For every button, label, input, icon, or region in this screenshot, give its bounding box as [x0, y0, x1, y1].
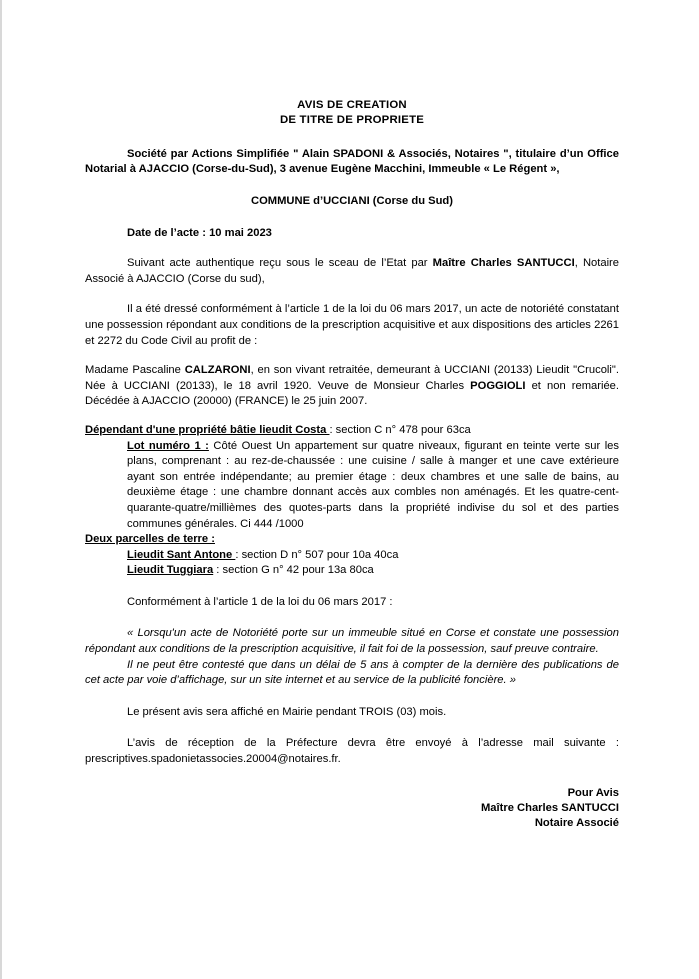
- signature-block: [85, 786, 619, 832]
- beneficiary-part-1: Madame Pascaline: [85, 364, 185, 377]
- title-line-1: AVIS DE CREATION: [297, 99, 407, 111]
- authentic-act-paragraph: [85, 256, 619, 287]
- lot-label: Lot numéro 1 :: [127, 439, 209, 452]
- mail-notice: [85, 736, 619, 767]
- document-body: [85, 0, 619, 832]
- notary-email: prescriptives.spadonietassocies.20004@notaires.fr.: [85, 753, 341, 766]
- authentic-act-part-2: , Notaire Associé à AJACCIO (Corse du sud),: [85, 257, 620, 285]
- title-line-2: DE TITRE DE PROPRIETE: [279, 114, 425, 127]
- parcel-row: [85, 548, 619, 564]
- mail-notice-text: L’avis de réception de la Préfecture devra être envoyé à l’adresse mail suivante :: [127, 737, 619, 750]
- lot-text: Côté Ouest Un appartement sur quatre niveaux, figurant en teinte verte sur les plans, comprenant : au rez-de-chaussée : une cuisine / salle à manger et une cave extérieure ayant son entrée indépendante; au premier étage : deux chambres et une salle de bains, au deuxième étage : une chambre donnant accès aux combles non aménagés. Et les quatre-cent-quarante-quatre/millièmes des quotes-parts dans la propriété indivise du sol et des parties communes générales. Ci 444 /1000: [127, 439, 619, 530]
- beneficiary-part-3: et non remariée. Décédée à AJACCIO (20000) (FRANCE) le 25 juin 2007.: [85, 379, 619, 408]
- document-title: [85, 0, 619, 129]
- posting-notice: Le présent avis sera affiché en Mairie pendant TROIS (03) mois.: [127, 705, 447, 718]
- drafted-paragraph: Il a été dressé conformément à l’article 1 de la loi du 06 mars 2017, un acte de notoriété constatant une possession répondant aux conditions de la prescription acquisitive et aux dispositions des articles 2261 et 2272 du Code Civil au profit de :: [85, 303, 619, 347]
- land-parcels-heading-text: Deux parcelles de terre :: [85, 533, 215, 546]
- parcel-name: Lieudit Tuggiara: [127, 564, 214, 577]
- firm-paragraph: Société par Actions Simplifiée " Alain SPADONI & Associés, Notaires ", titulaire d’un Office Notarial à AJACCIO (Corse-du-Sud), 3 avenue Eugène Macchini, Immeuble « Le Régent »,: [85, 147, 619, 176]
- built-property-heading: Dépendant d'une propriété bâtie lieudit Costa: [85, 423, 330, 436]
- parcel-name: Lieudit Sant Antone: [127, 548, 236, 561]
- parcel-details: : section G n° 42 pour 13a 80ca: [213, 564, 374, 577]
- commune-heading: COMMUNE d’UCCIANI (Corse du Sud): [251, 195, 453, 207]
- authentic-act-part-1: Suivant acte authentique reçu sous le sceau de l’Etat par: [127, 257, 433, 270]
- signature-line-1: Pour Avis: [567, 786, 619, 799]
- signature-line-2: Maître Charles SANTUCCI: [480, 802, 619, 815]
- land-parcels-heading: [85, 532, 619, 548]
- beneficiary-paragraph: [85, 363, 619, 410]
- parcel-row: [85, 563, 619, 579]
- signature-line-3: Notaire Associé: [534, 817, 619, 830]
- spouse-name: POGGIOLI: [470, 379, 526, 392]
- parcel-details: : section D n° 507 pour 10a 40ca: [235, 548, 399, 561]
- law-reference: Conformément à l’article 1 de la loi du 06 mars 2017 :: [127, 595, 393, 608]
- built-property-line: [85, 423, 619, 439]
- quoted-law-paragraph-1: « Lorsqu'un acte de Notoriété porte sur un immeuble situé en Corse et constate une possession répondant aux conditions de la prescription acquisitive, il fait foi de la possession, sauf preuve contraire.: [85, 627, 619, 656]
- deed-date: Date de l’acte : 10 mai 2023: [127, 226, 272, 239]
- beneficiary-part-2: , en son vivant retraitée, demeurant à UCCIANI (20133) Lieudit "Crucoli". Née à UCCIANI (20133), le 18 avril 1920. Veuve de Monsieur Charles: [85, 364, 619, 392]
- quoted-law-paragraph-2: Il ne peut être contesté que dans un délai de 5 ans à compter de la dernière des publications de cet acte par voie d’affichage, sur un site internet et au service de la publicité foncière. »: [85, 658, 619, 687]
- beneficiary-name: CALZARONI: [184, 364, 251, 377]
- built-property-details: : section C n° 478 pour 63ca: [329, 423, 471, 436]
- lot-description: [85, 439, 619, 533]
- notary-name: Maître Charles SANTUCCI: [432, 257, 575, 270]
